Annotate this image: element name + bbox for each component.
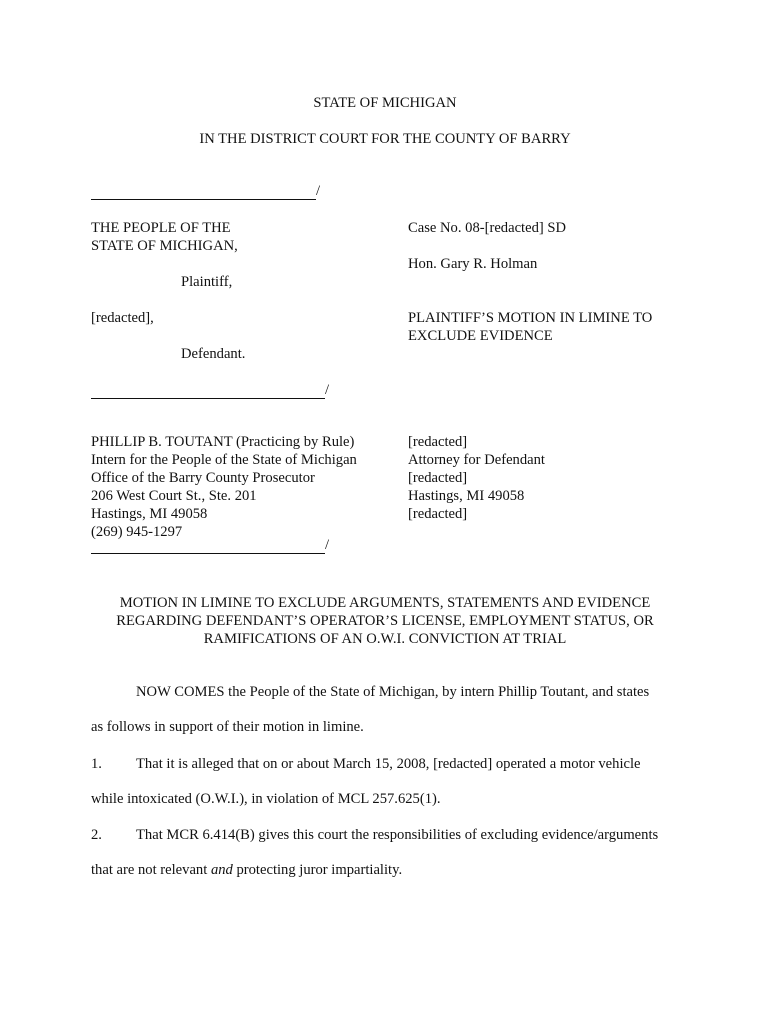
plaintiff-counsel-block [91,433,357,541]
paragraph-2-line2 [91,860,402,880]
plaintiff-counsel-office: Office of the Barry County Prosecutor [91,470,315,486]
plaintiff-name-line2: STATE OF MICHIGAN, [91,238,238,254]
motion-heading-line3: RAMIFICATIONS OF AN O.W.I. CONVICTION AT TRIAL [203,631,567,647]
defendant-counsel-street: [redacted] [408,470,468,486]
intro-paragraph-line2: as follows in support of their motion in limine. [91,719,364,735]
defendant-counsel-name: [redacted] [408,434,468,450]
motion-title-line1: PLAINTIFF’S MOTION IN LIMINE TO [408,310,653,326]
plaintiff-role: Plaintiff, [181,274,233,290]
paragraph-1-line2: while intoxicated (O.W.I.), in violation of MCL 257.625(1). [91,791,441,807]
motion-heading-line2: REGARDING DEFENDANT’S OPERATOR’S LICENSE, EMPLOYMENT STATUS, OR [116,613,654,629]
counsel-bottom-rule [91,553,325,554]
motion-title-line2: EXCLUDE EVIDENCE [408,328,553,344]
judge-name: Hon. Gary R. Holman [408,256,538,272]
defendant-counsel-title: Attorney for Defendant [408,452,545,468]
counsel-bottom-slash: / [325,537,330,553]
plaintiff-counsel-street: 206 West Court St., Ste. 201 [91,488,257,504]
caption-top-rule [91,199,316,200]
case-number: Case No. 08-[redacted] SD [408,220,567,236]
paragraph-1-line1: That it is alleged that on or about March 15, 2008, [redacted] operated a motor vehicle [136,756,641,772]
caption-top-slash: / [316,183,321,199]
plaintiff-counsel-name: PHILLIP B. TOUTANT (Practicing by Rule) [91,434,355,450]
plaintiff-counsel-city: Hastings, MI 49058 [91,506,208,522]
defendant-counsel-block [408,433,545,523]
plaintiff-counsel-title: Intern for the People of the State of Michigan [91,452,357,468]
paragraph-2-emphasis: and [210,862,233,878]
caption-bottom-slash: / [325,382,330,398]
paragraph-2-text-before: that are not relevant [91,862,211,878]
defendant-role: Defendant. [181,346,246,362]
intro-paragraph-line1: NOW COMES the People of the State of Michigan, by intern Phillip Toutant, and states [136,684,650,700]
defendant-counsel-city: Hastings, MI 49058 [408,488,525,504]
state-heading: STATE OF MICHIGAN [313,95,457,111]
defendant-name: [redacted], [91,310,154,326]
court-heading: IN THE DISTRICT COURT FOR THE COUNTY OF BARRY [199,131,571,147]
plaintiff-name-line1: THE PEOPLE OF THE [91,220,231,236]
paragraph-2-text-after: protecting juror impartiality. [232,862,403,878]
caption-bottom-rule [91,398,325,399]
plaintiff-counsel-phone: (269) 945-1297 [91,524,183,540]
paragraph-2-line1: That MCR 6.414(B) gives this court the responsibilities of excluding evidence/arguments [136,827,659,843]
motion-heading-line1: MOTION IN LIMINE TO EXCLUDE ARGUMENTS, STATEMENTS AND EVIDENCE [119,595,651,611]
defendant-counsel-phone: [redacted] [408,506,468,522]
paragraph-1-number: 1. [91,756,102,772]
paragraph-2-number: 2. [91,827,102,843]
